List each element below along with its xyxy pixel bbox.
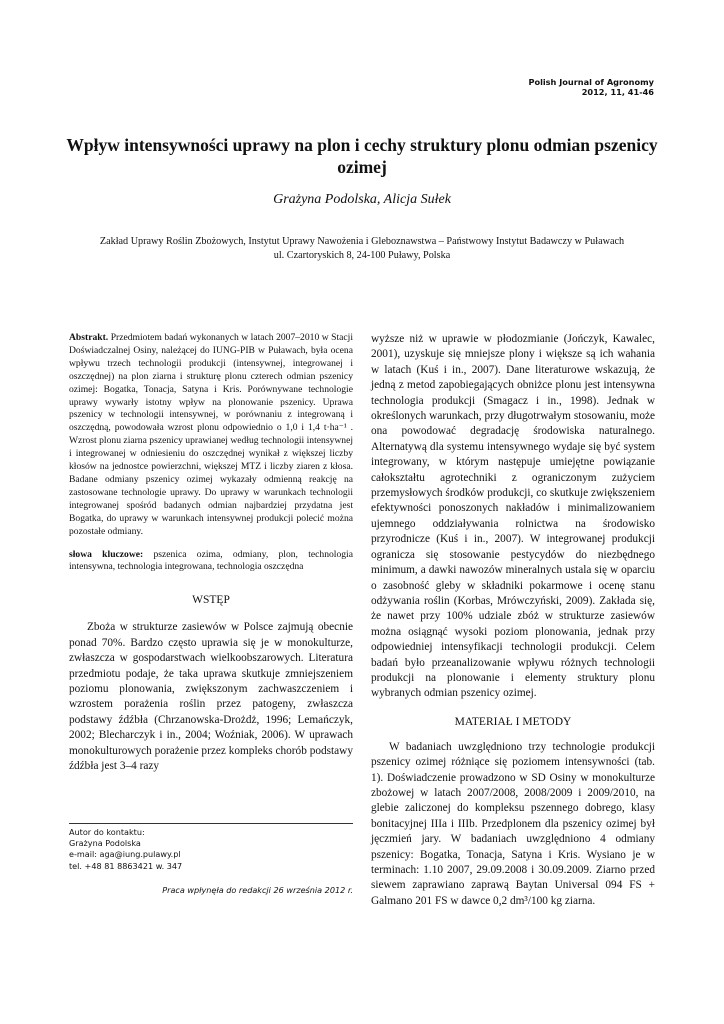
contact-label: Autor do kontaktu: xyxy=(69,827,145,837)
journal-name: Polish Journal of Agronomy xyxy=(528,77,654,87)
section-heading-methods: MATERIAŁ I METODY xyxy=(454,715,572,728)
affiliation xyxy=(60,235,664,262)
intro-paragraph: Zboża w strukturze zasiewów w Polsce zajmują obecnie ponad 70%. Bardzo często uprawia się je w monokulturze, zwłaszcza w gospodarstwach wielkoobszarowych. Literatura przedmiotu podaje, że taka uprawa skutkuje zmniejszeniem poziomu plonowania, zwiększonym zachwaszczeniem i wzrostem porażenia roślin przez patogeny, zwłaszcza podstawy źdźbła (Chrzanowska-Drożdż, 1996; Lemańczyk, 2002; Blecharczyk i in., 2004; Woźniak, 2006). W uprawach monokulturowych porażenie przez kompleks chorób podstawy źdźbła jest 3–4 razy xyxy=(69,621,353,772)
journal-issue: 2012, 11, 41-46 xyxy=(581,87,654,97)
abstract-label: Abstrakt. xyxy=(69,332,109,343)
received-date-note: Praca wpłynęła do redakcji 26 września 2012 r. xyxy=(162,885,353,895)
keywords-label: słowa kluczowe: xyxy=(69,548,144,560)
contact-block xyxy=(69,827,353,872)
affiliation-line-2: ul. Czartoryskich 8, 24-100 Puławy, Polska xyxy=(273,249,451,261)
right-column xyxy=(371,332,655,909)
methods-paragraph: W badaniach uwzględniono trzy technologie produkcji pszenicy ozimej różniące się poziomem intensywności (tab. 1). Doświadczenie prowadzono w SD Osiny w monokulturze zbożowej w latach 2007/2008, 2008/2009 i 2009/2010, na glebie zaliczonej do kompleksu pszennego dobrego, klasy bonitacyjnej IIIa i IIIb. Przedplonem dla pszenicy ozimej był jęczmień jary. W badaniach uwzględniono 4 odmiany pszenicy: Bogatka, Tonacja, Satyna i Kris. Wysiano je w terminach: 1.10 2007, 29.09.2008 i 30.09.2009. Ziarno przed siewem zaprawiano zaprawą Baytan Universal 094 FS + Galmano 201 FS w dawce 0,2 dm³/100 kg ziarna. xyxy=(371,740,655,907)
keywords xyxy=(69,549,353,575)
abstract xyxy=(69,332,353,539)
contact-name: Grażyna Podolska xyxy=(69,838,141,849)
keywords-text: pszenica ozima, odmiany, plon, technologia intensywna, technologia integrowana, technologia oszczędna xyxy=(69,548,353,573)
footnote-divider xyxy=(69,823,353,824)
contact-phone: tel. +48 81 8863421 w. 347 xyxy=(69,860,183,871)
article-title: Wpływ intensywności uprawy na plon i cechy struktury plonu odmian pszenicy ozimej xyxy=(66,135,658,177)
left-column xyxy=(69,332,353,774)
intro-paragraph-continued: wyższe niż w uprawie w płodozmianie (Jończyk, Kawalec, 2001), uzyskuje się mniejsze plony i większe są ich wahania w latach (Kuś i in., 2007). Dane literaturowe wskazują, że jedną z metod zapobiegających obniżce plonu jest intensywna technologia produkcji (Smagacz i in., 1998). Jednak w określonych warunkach, przy długotrwałym stosowaniu, może ona powodować degradację środowiska naturalnego. Alternatywą dla systemu intensywnego wydaje się być system integrowany, w którym następuje umiejętne powiązanie całokształtu agrotechniki z ograniczonym zużyciem przemysłowych środków produkcji, co skutkuje zwiększeniem efektywności ponoszonych nakładów i minimalizowaniem ujemnego oddziaływania rolnictwa na środowisko przyrodnicze (Kuś i in., 2007). W integrowanej produkcji ogranicza się stosowanie pestycydów do niezbędnego minimum, a dawki nawozów mineralnych ustala się w oparciu o zasobność gleby w składniki pokarmowe i ocenę stanu odżywania roślin (Korbas, Mrówczyński, 2009). Zakłada się, że nawet przy 100% udziale zbóż w strukturze zasiewów można osiągnąć wysoki poziom plonowania, jednak przy odpowiedniej intensyfikacji technologii produkcji. Celem badań było przeanalizowanie wpływu różnych technologii produkcji na plonowanie i elementy struktury plonu wybranych odmian pszenicy ozimej. xyxy=(371,333,655,700)
affiliation-line-1: Zakład Uprawy Roślin Zbożowych, Instytut Uprawy Nawożenia i Gleboznawstwa – Państwowy Instytut Badawczy w Puławach xyxy=(99,236,625,247)
contact-email[interactable]: e-mail: aga@iung.pulawy.pl xyxy=(69,849,181,860)
section-heading-intro: WSTĘP xyxy=(192,594,230,607)
article-authors: Grażyna Podolska, Alicja Sułek xyxy=(273,192,451,207)
abstract-text: Przedmiotem badań wykonanych w latach 2007–2010 w Stacji Doświadczalnej Osiny, należącej do IUNG-PIB w Puławach, była ocena wpływu trzech technologii produkcji (intensywnej, integrowanej i oszczędnej) na plon ziarna i strukturę plonu czterech odmian pszenicy ozimej: Bogatka, Tonacja, Satyna i Kris. Porównywane technologie uprawy wywarły istotny wpływ na plonowanie pszenicy. Uprawa pszenicy w technologii intensywnej, w porównaniu z integrowaną i oszczędną, powodowała wzrost plonu odpowiednio o 1,0 i 1,4 t·ha⁻¹ . Wzrost plonu ziarna pszenicy uprawianej według technologii intensywnej i integrowanej w odniesieniu do oszczędnej wynikał z większej liczby kłosów na jednostce powierzchni, większej MTZ i liczby ziaren z kłosa. Badane odmiany pszenicy ozimej wykazały odmienną reakcję na zastosowane technologie uprawy. Do uprawy w warunkach technologii integrowanej spośród badanych odmian najbardziej przydatna jest Bogatka, do uprawy w warunkach intensywnej produkcji polecić można pozostałe odmiany. xyxy=(69,332,353,537)
journal-header xyxy=(528,77,654,97)
